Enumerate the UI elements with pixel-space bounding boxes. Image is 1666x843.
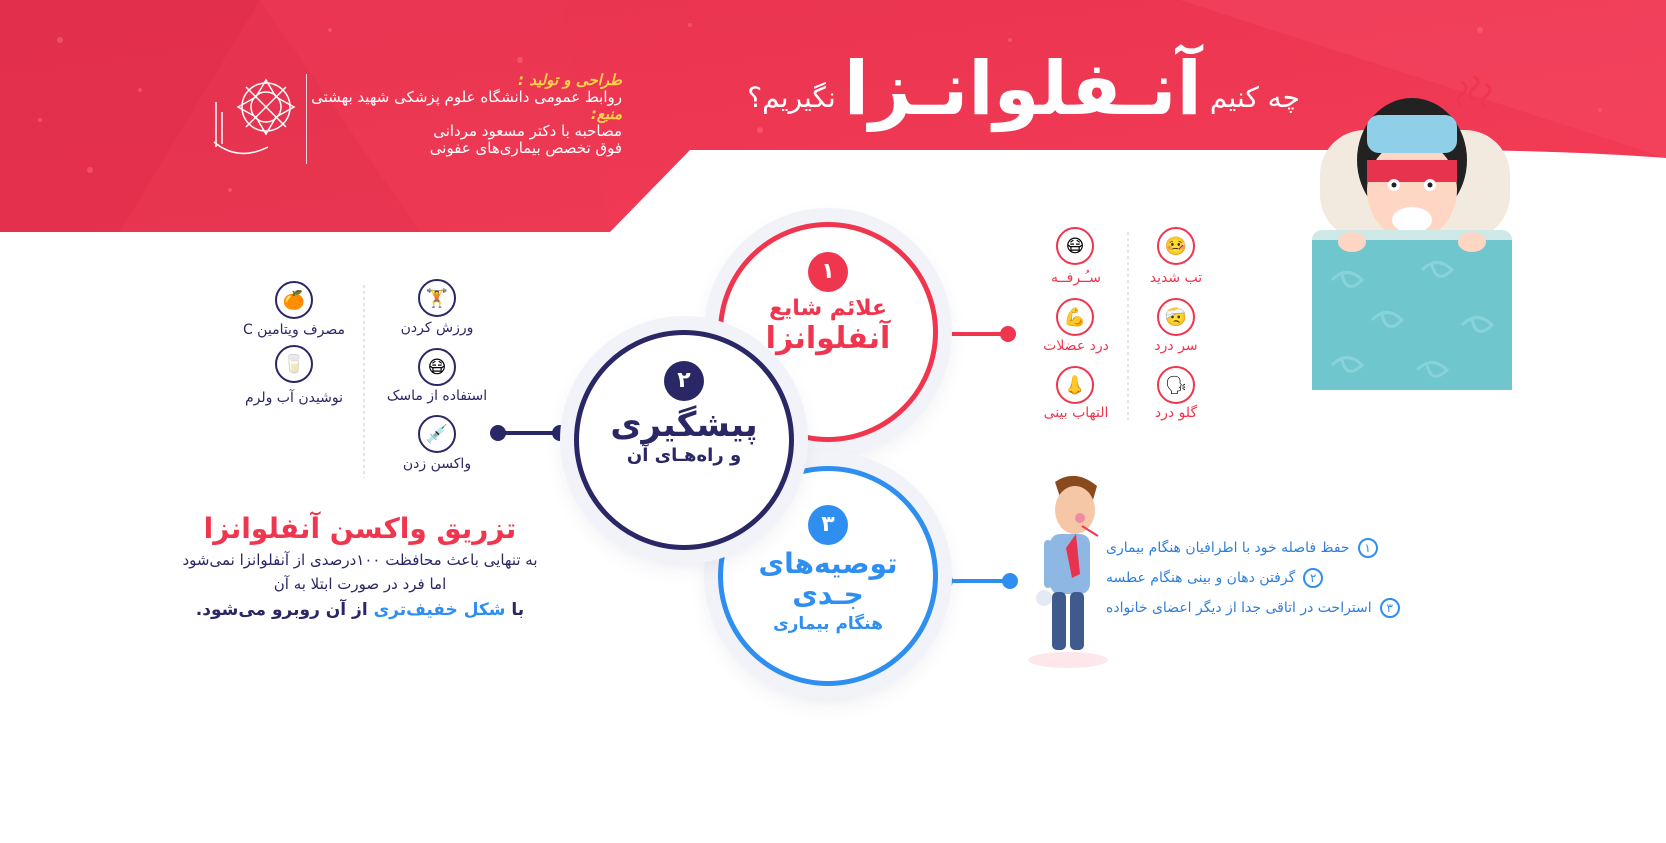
exercise-icon: 🏋 bbox=[418, 279, 456, 317]
vaccine-line-3c: از آن روبرو می‌شود. bbox=[195, 600, 368, 620]
water-glass-icon: 🥛 bbox=[275, 345, 313, 383]
source-label: منبع: bbox=[590, 105, 622, 123]
vaccine-title: تزریق واکسن آنفلوانزا bbox=[203, 512, 517, 545]
section3-line1: توصیه‌های bbox=[758, 547, 898, 580]
section2-line2: و راه‌هـای آن bbox=[626, 445, 742, 466]
tip-1 bbox=[1106, 538, 1378, 558]
vaccine-line-2: اما فرد در صورت ابتلا به آن bbox=[273, 575, 447, 593]
vaccine-line-1: به تنهایی باعث محافظت ۱۰۰درصدی از آنفلوانزا نمی‌شود bbox=[182, 551, 538, 569]
section1-line2: آنفلوانزا bbox=[765, 321, 891, 356]
source-line-1: مصاحبه با دکتر مسعود مردانی bbox=[433, 122, 622, 140]
section-number-2: ٢ bbox=[664, 361, 704, 401]
section3-line3: هنگام بیماری bbox=[773, 614, 883, 634]
vaccine-line-3a: با bbox=[511, 600, 525, 620]
headache-icon: 🤕 bbox=[1157, 298, 1195, 336]
tip-3-text: استراحت در اتاقی جدا از دیگر اعضای خانواده bbox=[1106, 600, 1372, 616]
tip-2 bbox=[1106, 568, 1323, 588]
symptom-cough: سـُـرفــه bbox=[1050, 270, 1102, 286]
section1-line1: علائم شایع bbox=[768, 296, 888, 321]
section2-line1: پیشگیری bbox=[610, 405, 758, 445]
vaccine-line-3 bbox=[160, 596, 560, 624]
tip-3 bbox=[1106, 598, 1400, 618]
title-prefix: چه کنیم bbox=[1209, 81, 1300, 114]
prevention-mask: استفاده از ماسک bbox=[386, 388, 488, 404]
vaccine-icon: 💉 bbox=[418, 415, 456, 453]
prevention-vitamin-c: مصرف ویتامین C bbox=[242, 322, 346, 338]
title-suffix: نگیریم؟ bbox=[747, 81, 836, 114]
tip-3-number: ٣ bbox=[1380, 598, 1400, 618]
prevention-warm-water: نوشیدن آب ولرم bbox=[244, 390, 344, 406]
fever-icon: 🤒 bbox=[1157, 227, 1195, 265]
section-number-1: ١ bbox=[808, 252, 848, 292]
mask-icon: 😷 bbox=[418, 348, 456, 386]
vaccine-note bbox=[160, 510, 560, 624]
prevention-vaccine: واکسن زدن bbox=[402, 456, 472, 472]
orange-icon: 🍊 bbox=[275, 281, 313, 319]
muscle-pain-icon: 💪 bbox=[1056, 298, 1094, 336]
tip-2-number: ٢ bbox=[1303, 568, 1323, 588]
section-number-3: ٣ bbox=[808, 505, 848, 545]
design-label: طراحی و تولید : bbox=[518, 71, 622, 89]
symptom-fever: تب شدید bbox=[1149, 270, 1203, 286]
section-prevention-circle bbox=[574, 330, 794, 550]
cough-icon: 😷 bbox=[1056, 227, 1094, 265]
design-value: روابط عمومی دانشگاه علوم پزشکی شهید بهشتی bbox=[311, 88, 622, 106]
sore-throat-icon: 🗣 bbox=[1157, 366, 1195, 404]
section3-line2: جـدی bbox=[792, 578, 864, 611]
sick-man-illustration bbox=[1020, 470, 1120, 670]
symptom-muscle-pain: درد عضلات bbox=[1043, 338, 1109, 354]
nose-inflammation-icon: 👃 bbox=[1056, 366, 1094, 404]
tip-2-text: گرفتن دهان و بینی هنگام عطسه bbox=[1106, 570, 1296, 586]
source-line-2: فوق تخصص بیماری‌های عفونی bbox=[429, 139, 622, 157]
prevention-exercise: ورزش کردن bbox=[400, 320, 474, 336]
vaccine-line-3b: شکل خفیف‌تری bbox=[373, 600, 506, 620]
symptom-sore-throat: گلو درد bbox=[1154, 405, 1198, 421]
tip-1-text: حفظ فاصله خود با اطرافیان هنگام بیماری bbox=[1106, 540, 1350, 556]
title-main: آنـفلوانـزا bbox=[843, 46, 1202, 132]
symptom-nose-inflammation: التهاب بینی bbox=[1043, 405, 1109, 421]
symptom-headache: سر درد bbox=[1154, 338, 1198, 354]
tip-1-number: ١ bbox=[1358, 538, 1378, 558]
